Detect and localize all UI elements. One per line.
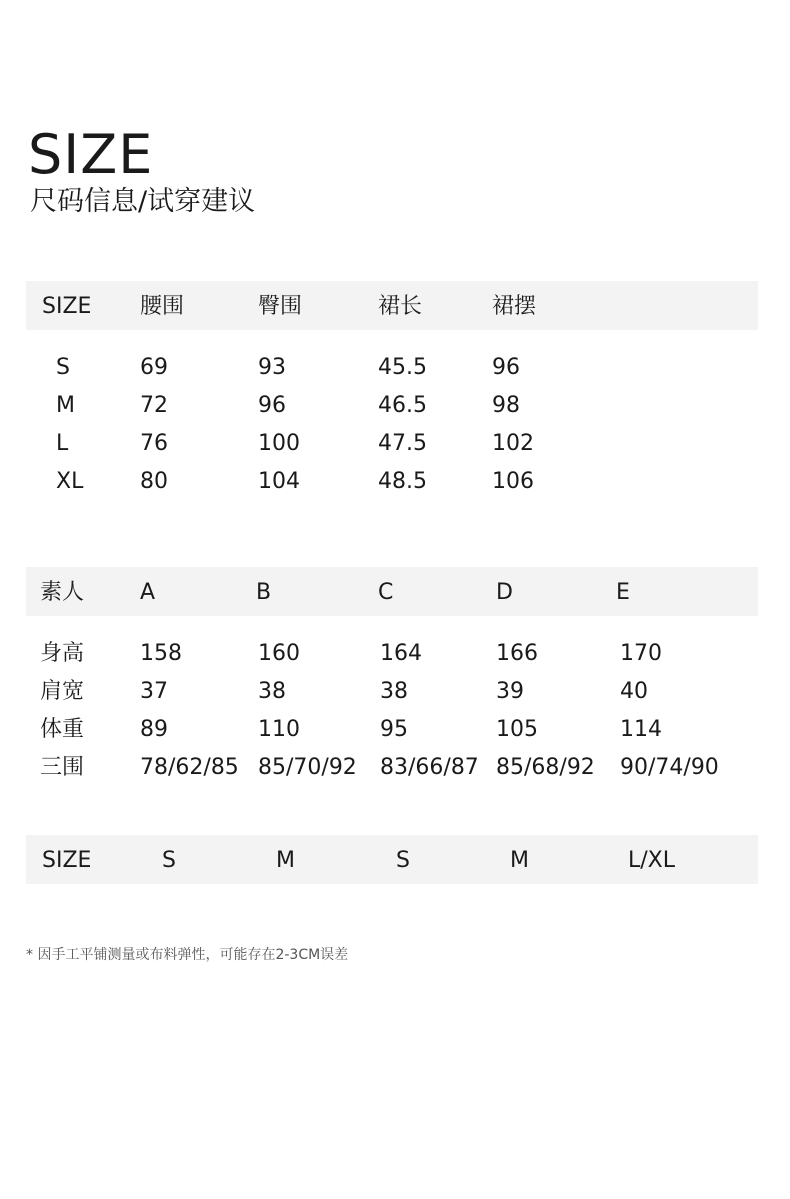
table-cell: 83/66/87 bbox=[380, 755, 479, 780]
table-cell: 45.5 bbox=[378, 355, 427, 380]
table-cell: S bbox=[56, 355, 70, 380]
table-header bbox=[26, 835, 758, 884]
column-header: 腰围 bbox=[140, 294, 185, 319]
table-cell: L/XL bbox=[628, 848, 675, 873]
column-header: 素人 bbox=[40, 580, 85, 605]
table-row bbox=[26, 643, 758, 681]
table-cell: S bbox=[396, 848, 410, 873]
table-cell: 38 bbox=[380, 679, 408, 704]
table-cell: 78/62/85 bbox=[140, 755, 239, 780]
column-header: 裙长 bbox=[378, 294, 423, 319]
table-cell: 105 bbox=[496, 717, 538, 742]
table-cell: 69 bbox=[140, 355, 168, 380]
table-cell: 114 bbox=[620, 717, 662, 742]
model-fit-table bbox=[26, 567, 758, 795]
table-cell: 102 bbox=[492, 431, 534, 456]
table-cell: M bbox=[56, 393, 75, 418]
table-cell: 72 bbox=[140, 393, 168, 418]
table-row bbox=[26, 395, 758, 433]
table-cell: 85/68/92 bbox=[496, 755, 595, 780]
size-measurement-table bbox=[26, 281, 758, 509]
page-subtitle: 尺码信息/试穿建议 bbox=[30, 186, 256, 217]
table-header bbox=[26, 281, 758, 330]
column-header: C bbox=[378, 580, 394, 605]
table-cell: 158 bbox=[140, 641, 182, 666]
table-cell: 39 bbox=[496, 679, 524, 704]
table-cell: 96 bbox=[258, 393, 286, 418]
table-cell: 100 bbox=[258, 431, 300, 456]
column-header: D bbox=[496, 580, 513, 605]
table-cell: 93 bbox=[258, 355, 286, 380]
column-header: A bbox=[140, 580, 156, 605]
table-cell: 104 bbox=[258, 469, 300, 494]
table-cell: 98 bbox=[492, 393, 520, 418]
table-cell: 身高 bbox=[40, 641, 85, 666]
table-cell: XL bbox=[56, 469, 84, 494]
table-cell: 48.5 bbox=[378, 469, 427, 494]
table-cell: L bbox=[56, 431, 69, 456]
table-cell: 47.5 bbox=[378, 431, 427, 456]
column-header: SIZE bbox=[42, 848, 92, 873]
table-cell: 肩宽 bbox=[40, 679, 85, 704]
table-cell: 95 bbox=[380, 717, 408, 742]
table-cell: 106 bbox=[492, 469, 534, 494]
table-cell: 40 bbox=[620, 679, 648, 704]
recommended-size-table bbox=[26, 835, 758, 884]
table-row bbox=[26, 719, 758, 757]
table-cell: 85/70/92 bbox=[258, 755, 357, 780]
table-cell: M bbox=[276, 848, 295, 873]
table-row bbox=[26, 757, 758, 795]
table-cell: 80 bbox=[140, 469, 168, 494]
table-cell: 三围 bbox=[40, 755, 85, 780]
table-cell: 90/74/90 bbox=[620, 755, 719, 780]
measurement-note: * 因手工平铺测量或布料弹性，可能存在2-3CM误差 bbox=[26, 947, 349, 963]
column-header: B bbox=[256, 580, 272, 605]
table-cell: M bbox=[510, 848, 529, 873]
column-header: 裙摆 bbox=[492, 294, 537, 319]
table-cell: 160 bbox=[258, 641, 300, 666]
table-header bbox=[26, 567, 758, 616]
table-cell: 96 bbox=[492, 355, 520, 380]
table-cell: 110 bbox=[258, 717, 300, 742]
table-cell: 46.5 bbox=[378, 393, 427, 418]
table-row bbox=[26, 471, 758, 509]
page-title: SIZE bbox=[28, 123, 154, 186]
table-row bbox=[26, 357, 758, 395]
table-cell: 体重 bbox=[40, 717, 85, 742]
table-cell: 37 bbox=[140, 679, 168, 704]
column-header: E bbox=[616, 580, 630, 605]
table-row bbox=[26, 681, 758, 719]
column-header: 臀围 bbox=[258, 294, 303, 319]
table-cell: 89 bbox=[140, 717, 168, 742]
table-cell: 38 bbox=[258, 679, 286, 704]
column-header: SIZE bbox=[42, 294, 92, 319]
table-cell: 170 bbox=[620, 641, 662, 666]
table-cell: 164 bbox=[380, 641, 422, 666]
table-cell: 76 bbox=[140, 431, 168, 456]
table-row bbox=[26, 433, 758, 471]
table-cell: 166 bbox=[496, 641, 538, 666]
table-cell: S bbox=[162, 848, 176, 873]
